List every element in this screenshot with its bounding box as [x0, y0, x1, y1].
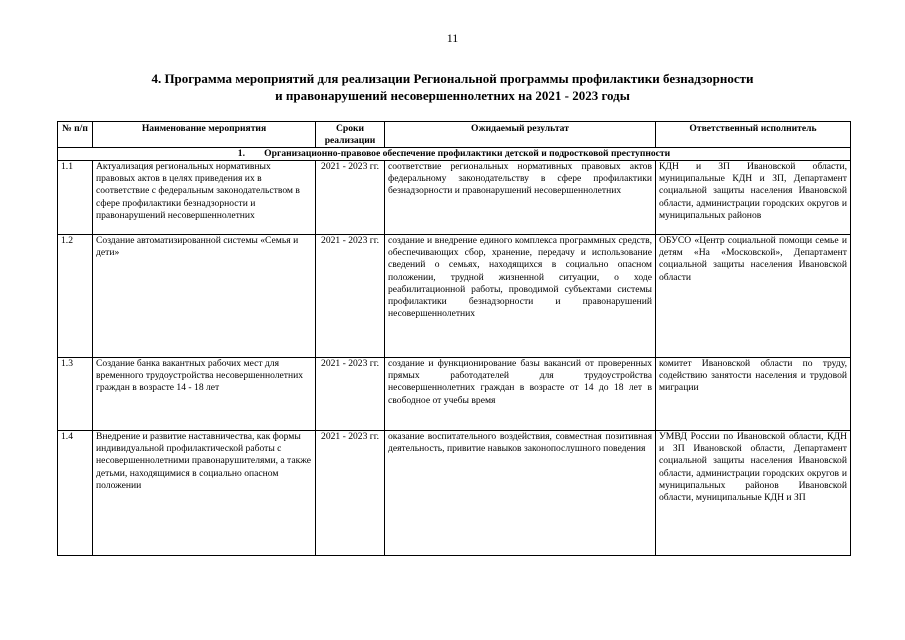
row-num: 1.2	[58, 235, 93, 358]
title-line-1: 4. Программа мероприятий для реализации Региональной программы профилактики безнадзорности	[151, 71, 754, 86]
row-name: Создание банка вакантных рабочих мест для временного трудоустройства несовершеннолетних граждан в возрасте 14 - 18 лет	[93, 358, 316, 431]
header-name: Наименование мероприятия	[93, 122, 316, 148]
header-responsible: Ответственный исполнитель	[656, 122, 851, 148]
table-row	[58, 358, 851, 431]
program-table	[57, 121, 851, 556]
row-terms: 2021 - 2023 гг.	[316, 235, 385, 358]
row-name: Создание автоматизированной системы «Семья и дети»	[93, 235, 316, 358]
row-responsible: ОБУСО «Центр социальной помощи семье и детям «На «Московской», Департамент социальной защиты населения Ивановской области	[656, 235, 851, 358]
row-name: Актуализация региональных нормативных правовых актов в целях приведения их в соответствие с федеральным законодательством в сфере профилактики безнадзорности и правонарушений несовершеннолетних	[93, 161, 316, 235]
row-result: создание и внедрение единого комплекса программных средств, обеспечивающих сбор, хранение, передачу и использование сведений о семьях, находящихся в социально опасном положении, трудной жизненной ситуации, о ходе реабилитационной работы, проводимой субъектами системы профилактики безнадзорности и правонарушений несовершеннолетних	[385, 235, 656, 358]
page-number: 11	[446, 31, 459, 45]
section-1-title: 1. Организационно-правовое обеспечение профилактики детской и подростковой преступности	[58, 148, 851, 161]
row-result: соответствие региональных нормативных правовых актов федеральному законодательству в сфере профилактики безнадзорности и правонарушений несовершеннолетних	[385, 161, 656, 235]
header-terms: Сроки реализации	[316, 122, 385, 148]
header-result: Ожидаемый результат	[385, 122, 656, 148]
table-header-row	[58, 122, 851, 148]
section-row	[58, 148, 851, 161]
row-terms: 2021 - 2023 гг.	[316, 358, 385, 431]
table-row	[58, 161, 851, 235]
title-line-2: и правонарушений несовершеннолетних на 2021 - 2023 годы	[275, 88, 630, 103]
row-num: 1.1	[58, 161, 93, 235]
row-responsible: КДН и ЗП Ивановской области, муниципальные КДН и ЗП, Департамент социальной защиты населения Ивановской области, администрации городских округов и муниципальных районов	[656, 161, 851, 235]
row-name: Внедрение и развитие наставничества, как формы индивидуальной профилактической работы с несовершеннолетними правонарушителями, а также детьми, находящимися в социально опасном положении	[93, 431, 316, 556]
table-row	[58, 431, 851, 556]
row-num: 1.4	[58, 431, 93, 556]
row-num: 1.3	[58, 358, 93, 431]
row-responsible: УМВД России по Ивановской области, КДН и ЗП Ивановской области, Департамент социальной защиты населения Ивановской области, администрации городских округов и муниципальных районов Ивановской области, муниципальные КДН и ЗП	[656, 431, 851, 556]
document-title	[70, 70, 835, 104]
row-responsible: комитет Ивановской области по труду, содействию занятости населения и трудовой миграции	[656, 358, 851, 431]
row-result: создание и функционирование базы вакансий от проверенных прямых работодателей для трудоустройства несовершеннолетних граждан в возрасте от 14 до 18 лет в свободное от учебы время	[385, 358, 656, 431]
row-terms: 2021 - 2023 гг.	[316, 161, 385, 235]
row-terms: 2021 - 2023 гг.	[316, 431, 385, 556]
row-result: оказание воспитательного воздействия, совместная позитивная деятельность, привитие навыков законопослушного поведения	[385, 431, 656, 556]
header-num: № п/п	[58, 122, 93, 148]
table-row	[58, 235, 851, 358]
